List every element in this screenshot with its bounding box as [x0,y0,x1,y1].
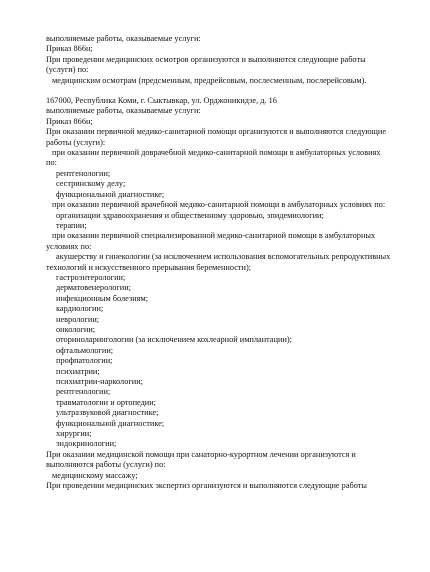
text-line: эндокринологии; [56,439,117,449]
text-line: При проведении медицинских экспертиз организуются и выполняются следующие работы [46,481,367,491]
text-line: (услуги) по: [46,65,89,75]
text-line: медицинским осмотрам (предсменным, предрейсовым, послесменным, послерейсовым). [52,75,367,85]
text-line: при оказании первичной специализированной медико-санитарной помощи в амбулаторных [52,231,376,241]
text-line: гастроэнтерологии; [56,272,126,282]
text-line: выполняются работы (услуги) по: [46,460,166,470]
text-line: При оказании медицинской помощи при санаторно-курортном лечении организуются и [46,449,356,459]
text-line: по: [46,158,57,168]
text-line: выполняемые работы, оказываемые услуги: [46,34,201,43]
text-line: хирургии; [56,429,92,439]
text-line: медицинскому массажу; [52,470,138,480]
text-line: условиях по: [46,241,92,251]
text-line: травматологии и ортопедии; [56,397,156,407]
text-line: функциональной диагностике; [56,418,165,428]
text-line: психиатрии; [56,366,100,376]
text-line: офтальмологии; [56,345,114,355]
text-line: При оказании первичной медико-санитарной помощи организуются и выполняются следующие [46,127,387,137]
text-line: неврологии; [56,314,100,324]
text-line: психиатрии-наркологии; [56,377,143,386]
text-line: организации здравоохранения и общественному здоровью, эпидемиологии; [56,210,324,220]
text-line: технологий и искусственного прерывания беременности); [46,262,252,272]
text-line: инфекционным болезням; [56,293,149,303]
text-line: рентгенологии; [56,168,111,178]
text-line: функциональной диагностике; [56,189,165,199]
document-body [46,34,424,491]
text-line: Приказ 866н; [46,44,93,54]
text-line: оториноларингологии (за исключением кохлеарной имплантации); [56,335,292,345]
text-line: выполняемые работы, оказываемые услуги: [46,106,201,116]
text-line: терапии; [56,220,87,230]
paragraph-gap [46,86,424,96]
text-line: сестринскому делу; [56,179,126,189]
text-line: Приказ 866н; [46,116,93,126]
text-line: кардиологии; [56,304,104,314]
text-line: онкологии; [56,324,96,334]
text-line: дерматовенерологии; [56,283,131,293]
text-line: 167000, Республика Коми, г. Сыктывкар, ул. Орджоникидзе, д. 16 [46,96,277,106]
text-line: При проведении медицинских осмотров организуются и выполняются следующие работы [46,54,366,64]
text-line: работы (услуги): [46,137,106,147]
text-line: при оказании первичной врачебной медико-санитарной помощи в амбулаторных условиях по: [52,200,386,210]
text-line: ультразвуковой диагностике; [56,408,159,418]
text-line: при оказании первичной доврачебной медико-санитарной помощи в амбулаторных условиях [52,148,381,158]
text-line: профпатологии; [56,356,113,366]
text-line: рентгенологии; [56,387,111,397]
text-line: акушерству и гинекологии (за исключением использования вспомогательных репродуктивных [56,252,391,262]
